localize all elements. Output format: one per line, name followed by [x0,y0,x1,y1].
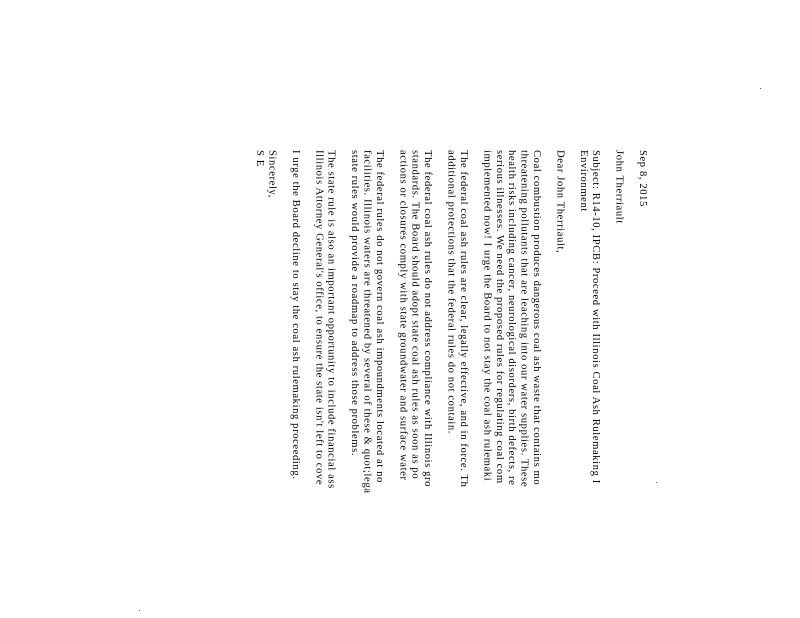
scan-speck [760,88,761,89]
paragraph-line: additional protections that the federal rules do not contain. [445,150,457,435]
paragraph-line: The federal coal ash rules are clear, legally effective, and in force. Th [457,150,469,488]
paragraph-line: implemented now! I urge the Board to not stay the coal ash rulemaki [481,150,493,482]
paragraph-line: I urge the Board decline to stay the coal ash rulemaking proceeding. [289,150,301,480]
scan-speck [656,482,657,483]
paragraph-line: The federal coal ash rules do not address compliance with Illinois gro [422,150,434,488]
paragraph-line: facilities. Illinois waters are threatened by several of these & quot;lega [361,150,373,494]
letter-subject-line: Subject: R14-10, IPCB: Proceed with Illinois Coal Ash Rulemaking I [590,150,602,484]
paragraph-line: threatening pollutants that are leaching into our water supplies. These [518,150,530,488]
paragraph-line: The state rule is also an important opportunity to include financial ass [325,150,337,489]
letter-body [253,150,648,618]
letter-date: Sep 8, 2015 [637,150,648,207]
paragraph-line: state rules would provide a roadmap to address those problems. [349,150,361,457]
paragraph-line: actions or closures comply with state groundwater and surface water [397,150,409,481]
paragraph-line: The federal rules do not govern coal ash impoundments located at no [373,150,385,483]
scan-speck [139,610,140,611]
paragraph-line: standards. The Board should adopt state coal ash rules as soon as po [409,150,421,480]
paragraph-line: Coal combustion produces dangerous coal ash waste that contains mo [530,150,542,486]
letter-salutation: Dear John Therriault, [554,150,566,254]
letter-signature: S E [254,150,266,167]
letter-recipient: John Therriault [613,150,625,224]
paragraph-line: Illinois Attorney General's office, to ensure the state isn't left to cove [313,150,325,486]
paragraph-line: health risks including cancer, neurological disorders, birth defects, re [506,150,518,486]
paragraph-line: serious illnesses. We need the proposed rules for regulating coal com [493,150,505,484]
letter-closing: Sincerely, [266,150,278,198]
letter-subject-line: Environment [577,150,589,212]
